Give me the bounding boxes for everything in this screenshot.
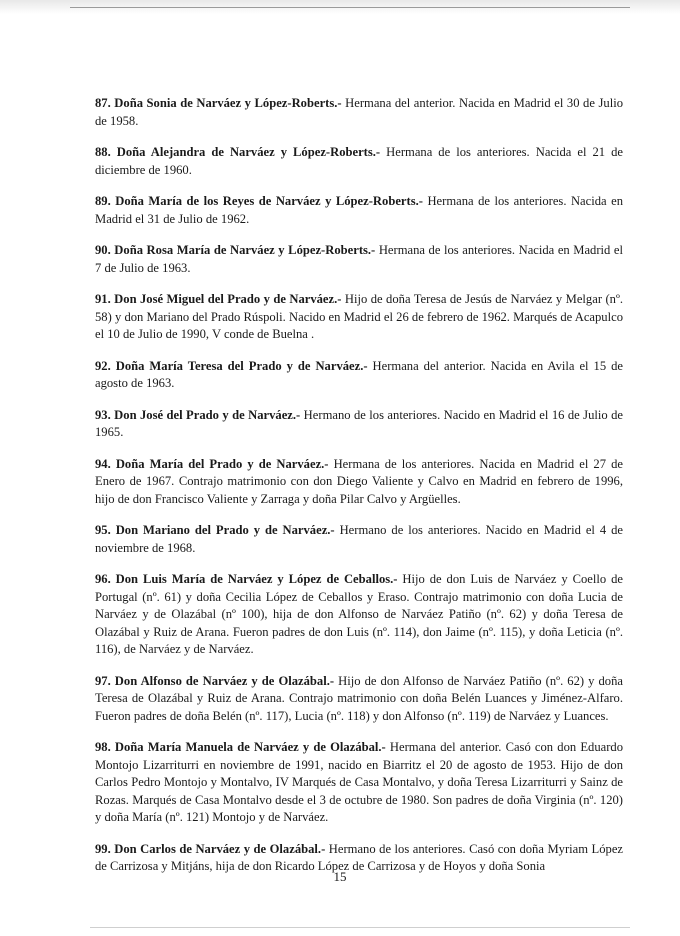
entry-heading: 90. Doña Rosa María de Narváez y López-Roberts.- xyxy=(95,243,376,257)
entry-98 xyxy=(95,739,623,827)
entry-text: Hermana del anterior. Nacida en Madrid el 30 de Julio de 1958. xyxy=(95,96,623,128)
page-number: 15 xyxy=(333,869,347,884)
entry-heading: 96. Don Luis María de Narváez y López de Ceballos.- xyxy=(95,572,398,586)
entry-heading: 89. Doña María de los Reyes de Narváez y López-Roberts.- xyxy=(95,194,423,208)
entry-heading: 92. Doña María Teresa del Prado y de Narváez.- xyxy=(95,358,368,373)
entry-text: Hermana del anterior. Casó con don Eduardo Montojo Lizarriturri en noviembre de 1991, nacido en Biarritz el 20 de agosto de 1953. Hijo de don Carlos Pedro Montojo y Montalvo, IV Marqués de Casa Montalvo, y doña Teresa Lizarriturri y Sainz de Rozas. Marqués de Casa Montalvo desde el 3 de octubre de 1980. Son padres de doña Virginia (nº. 120) y doña María (nº. 121) Montojo y de Narváez. xyxy=(95,740,623,824)
entry-95 xyxy=(95,522,623,557)
entry-heading: 95. Don Mariano del Prado y de Narváez.- xyxy=(95,523,335,537)
entry-text: Hermano de los anteriores. Casó con doña Myriam López de Carrizosa y Mitjáns, hija de don Ricardo López de Carrizosa y de Hoyos y doña Sonia xyxy=(95,841,624,873)
entry-87 xyxy=(95,95,623,130)
document-body xyxy=(95,95,623,876)
entry-text: Hijo de doña Teresa de Jesús de Narváez y Melgar (nº. 58) y don Mariano del Prado Rúspoli. Nacido en Madrid el 26 de febrero de 1962. Marqués de Acapulco el 10 de Julio de 1990, V conde de Buelna . xyxy=(95,292,623,341)
entry-text: Hermana del anterior. Nacida en Avila el 15 de agosto de 1963. xyxy=(95,358,623,390)
entry-text: Hermana de los anteriores. Nacida en Madrid el 27 de Enero de 1967. Contrajo matrimonio con don Diego Valiente y Calvo en Madrid en febrero de 1996, hijo de don Francisco Valiente y Zarraga y doña Pilar Calvo y Argüelles. xyxy=(95,456,623,506)
entry-text: Hijo de don Luis de Narváez y Coello de Portugal (nº. 61) y doña Cecilia López de Ceballos y Eraso. Contrajo matrimonio con doña Lucia de Narváez y de Olazábal (nº 100), hija de don Alfonso de Narváez Patiño (nº. 62) y doña Teresa de Olazábal y Ruiz de Arana. Fueron padres de don Luis (nº. 114), don Jaime (nº. 115), y doña Leticia (nº. 116), de Narváez y de Narváez. xyxy=(95,572,623,656)
entry-heading: 87. Doña Sonia de Narváez y López-Roberts.- xyxy=(95,96,342,110)
scan-bottom-line xyxy=(90,927,630,928)
entry-heading: 94. Doña María del Prado y de Narváez.- xyxy=(95,456,329,471)
entry-text: Hijo de don Alfonso de Narváez Patiño (nº. 62) y doña Teresa de Olazábal y Ruiz de Arana. Contrajo matrimonio con doña Belén Luances y Jiménez-Alfaro. Fueron padres de doña Belén (nº. 117), Lucia (nº. 118) y don Alfonso (nº. 119) de Narváez y Luances. xyxy=(95,673,623,723)
scan-top-line xyxy=(70,7,630,8)
entry-text: Hermana de los anteriores. Nacida en Madrid el 7 de Julio de 1963. xyxy=(95,243,623,275)
entry-90 xyxy=(95,242,623,277)
entry-text: Hermana de los anteriores. Nacida en Madrid el 31 de Julio de 1962. xyxy=(95,194,623,226)
entry-heading: 88. Doña Alejandra de Narváez y López-Roberts.- xyxy=(95,145,381,159)
entry-94 xyxy=(95,456,623,509)
entry-heading: 91. Don José Miguel del Prado y de Narváez.- xyxy=(95,292,342,306)
entry-heading: 99. Don Carlos de Narváez y de Olazábal.- xyxy=(95,841,326,856)
entry-heading: 93. Don José del Prado y de Narváez.- xyxy=(95,407,301,422)
entry-93 xyxy=(95,407,623,442)
entry-text: Hermano de los anteriores. Nacido en Madrid el 16 de Julio de 1965. xyxy=(95,407,623,439)
entry-92 xyxy=(95,358,623,393)
entry-89 xyxy=(95,193,623,228)
entry-text: Hermano de los anteriores. Nacido en Madrid el 4 de noviembre de 1968. xyxy=(95,523,623,555)
entry-88 xyxy=(95,144,623,179)
entry-heading: 97. Don Alfonso de Narváez y de Olazábal.- xyxy=(95,673,335,688)
entry-91 xyxy=(95,291,623,344)
entry-97 xyxy=(95,673,623,726)
entry-heading: 98. Doña María Manuela de Narváez y de Olazábal.- xyxy=(95,740,386,754)
entry-96 xyxy=(95,571,623,659)
entry-text: Hermana de los anteriores. Nacida el 21 de diciembre de 1960. xyxy=(95,145,623,177)
